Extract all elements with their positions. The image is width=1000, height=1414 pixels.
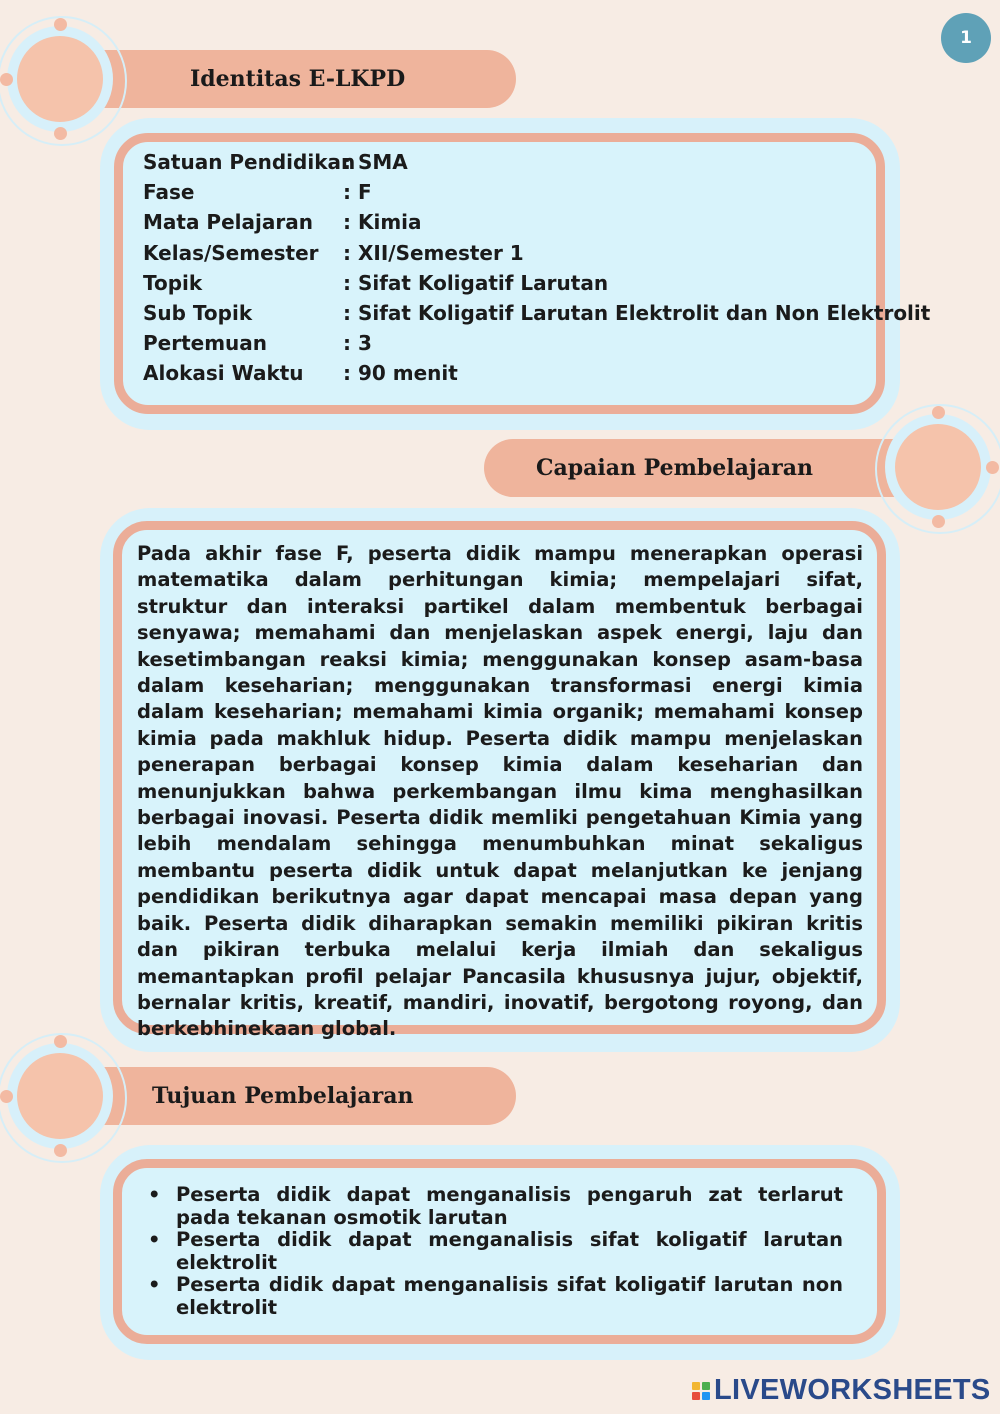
identity-label: Alokasi Waktu — [143, 361, 304, 386]
bullet-icon: • — [148, 1183, 161, 1206]
logo-mark-square — [692, 1392, 700, 1400]
circle-ornament — [875, 404, 1000, 534]
list-item — [148, 1274, 843, 1319]
bullet-icon: • — [148, 1228, 161, 1251]
list-item-text: Peserta didik dapat menganalisis sifat koligatif larutan elektrolit — [176, 1228, 843, 1274]
identity-value: : XII/Semester 1 — [343, 240, 524, 265]
logo-text: LIVEWORKSHEETS — [714, 1374, 991, 1406]
identity-value: : Kimia — [343, 210, 422, 235]
identity-label: Fase — [143, 180, 195, 205]
identity-value: : SMA — [343, 150, 408, 174]
list-item-text: Peserta didik dapat menganalisis pengaruh zat terlarut pada tekanan osmotik larutan — [176, 1183, 843, 1229]
tujuan-title: Tujuan Pembelajaran — [152, 1083, 414, 1109]
capaian-title-banner — [484, 439, 940, 497]
circle-ornament — [0, 1033, 127, 1163]
identity-table — [143, 147, 930, 389]
capaian-title: Capaian Pembelajaran — [536, 455, 813, 481]
identity-value: : 90 menit — [343, 361, 458, 386]
identity-row — [143, 268, 930, 298]
bullet-icon: • — [148, 1273, 161, 1296]
list-item — [148, 1184, 843, 1229]
identity-row — [143, 238, 930, 268]
tujuan-title-banner — [60, 1067, 516, 1125]
circle-ornament — [0, 16, 127, 146]
identity-row — [143, 147, 930, 177]
tujuan-list — [148, 1184, 843, 1319]
identity-row — [143, 358, 930, 388]
list-item — [148, 1229, 843, 1274]
list-item-text: Peserta didik dapat menganalisis sifat koligatif larutan non elektrolit — [176, 1273, 843, 1319]
page-number: 1 — [941, 13, 991, 63]
identity-title-banner — [60, 50, 516, 108]
identity-label: Pertemuan — [143, 331, 268, 356]
identity-row — [143, 328, 930, 358]
logo-mark-square — [692, 1382, 700, 1390]
identity-row — [143, 177, 930, 207]
identity-label: Sub Topik — [143, 301, 253, 326]
identity-value: : Sifat Koligatif Larutan Elektrolit dan Non Elektrolit — [343, 301, 931, 326]
identity-title: Identitas E-LKPD — [190, 66, 406, 92]
logo-mark-square — [702, 1382, 710, 1390]
identity-label: Kelas/Semester — [143, 240, 319, 265]
identity-value: : 3 — [343, 331, 372, 356]
logo-mark-icon — [692, 1382, 710, 1400]
capaian-text: Pada akhir fase F, peserta didik mampu menerapkan operasi matematika dalam perhitungan kimia; mempelajari sifat, struktur dan interaksi partikel dalam membentuk berbagai senyawa; memahami dan menjelaskan aspek energi, laju dan kesetimbangan reaksi kimia; menggunakan konsep asam-basa dalam keseharian; menggunakan transformasi energi kimia dalam keseharian; memahami kimia organik; memahami konsep kimia pada makhluk hidup. Peserta didik mampu menjelaskan penerapan berbagai konsep kimia dalam keseharian dan menunjukkan bahwa perkembangan ilmu kima menghasilkan berbagai inovasi. Peserta didik memliki pengetahuan Kimia yang lebih mendalam sehingga menumbuhkan minat sekaligus membantu peserta didik untuk dapat melanjutkan ke jenjang pendidikan berikutnya agar dapat mencapai masa depan yang baik. Peserta didik diharapkan semakin memiliki pikiran kritis dan pikiran terbuka melalui kerja ilmiah dan sekaligus memantapkan profil pelajar Pancasila khususnya jujur, objektif, bernalar kritis, kreatif, mandiri, inovatif, bergotong royong, dan berkebhinekaan global. — [137, 542, 863, 1041]
identity-value: : Sifat Koligatif Larutan — [343, 270, 609, 295]
identity-value: : F — [343, 180, 372, 205]
identity-row — [143, 298, 930, 328]
identity-label: Topik — [143, 270, 203, 295]
liveworksheets-logo[interactable] — [692, 1374, 991, 1407]
logo-mark-square — [702, 1392, 710, 1400]
identity-label: Satuan Pendidikan — [143, 150, 356, 174]
identity-label: Mata Pelajaran — [143, 210, 313, 235]
identity-row — [143, 207, 930, 237]
